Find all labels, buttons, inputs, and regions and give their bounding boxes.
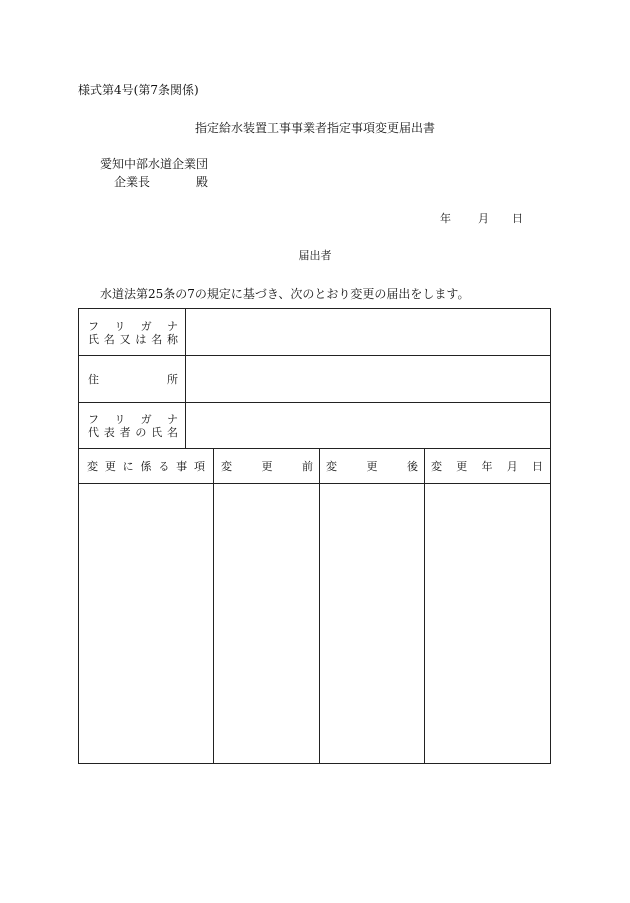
row2-label: 住 所 [88,373,178,386]
row3-furigana: フ リ ガ ナ [88,413,178,426]
row1-furigana: フ リ ガ ナ [88,320,178,333]
row1-label: 氏 名 又 は 名 称 [88,333,178,346]
date-day: 日 [512,212,523,225]
row-divider [79,448,550,449]
name-input-area[interactable] [186,309,550,355]
addressee-position: 企業長 [114,175,151,189]
statement: 水道法第25条の7の規定に基づき、次のとおり変更の届出をします。 [100,287,470,301]
address-input-area[interactable] [186,356,550,402]
header-change-date: 変 更 年 月 日 [431,460,543,473]
header-change-item: 変 更 に 係 る 事 項 [87,460,205,473]
representative-input-area[interactable] [186,403,550,448]
change-item-cell[interactable] [79,484,213,763]
addressee-honorific: 殿 [196,175,209,189]
date-year: 年 [440,212,451,225]
change-date-cell[interactable] [425,484,550,763]
date-month: 月 [478,212,489,225]
before-cell[interactable] [214,484,319,763]
after-cell[interactable] [320,484,424,763]
form-ref: 様式第4号(第7条関係) [78,83,199,97]
header-before: 変 更 前 [221,460,313,473]
document-title: 指定給水装置工事事業者指定事項変更届出書 [194,121,435,135]
form-table [78,308,551,764]
submitter-label: 届出者 [298,249,332,262]
row3-label: 代 表 者 の 氏 名 [88,426,178,439]
addressee-org: 愛知中部水道企業団 [100,157,209,171]
header-after: 変 更 後 [326,460,418,473]
